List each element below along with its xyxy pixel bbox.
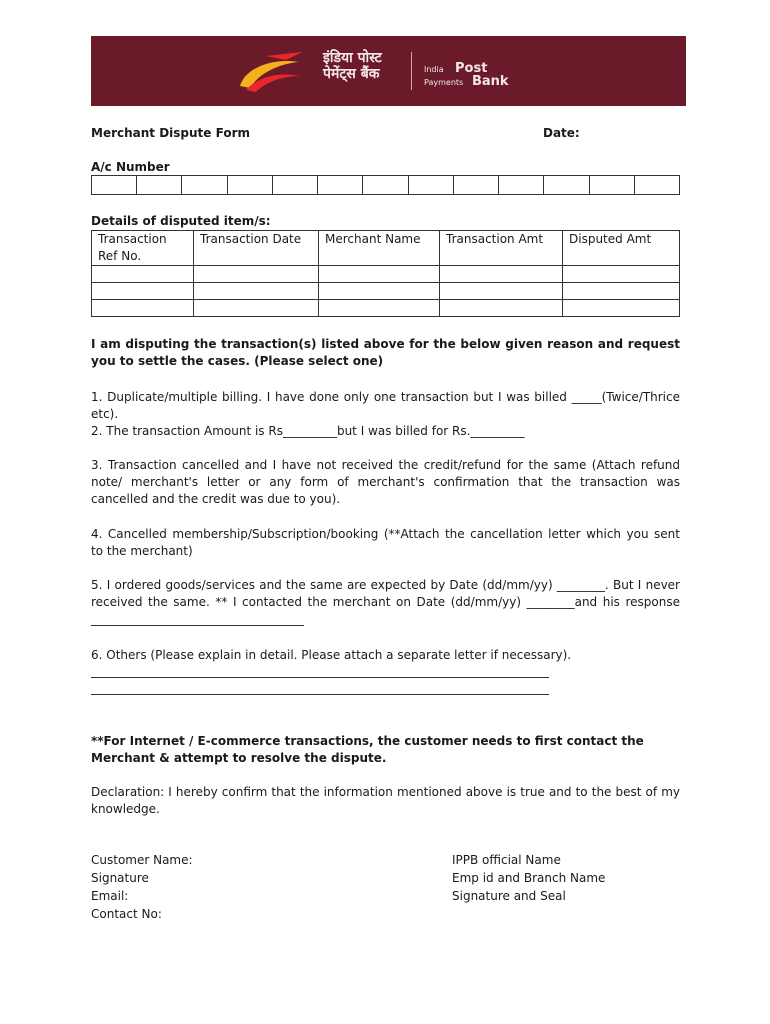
table-cell[interactable] — [194, 283, 319, 300]
ippb-logo-icon — [236, 46, 306, 96]
customer-contact-label: Contact No: — [91, 907, 162, 921]
declaration-text: Declaration: I hereby confirm that the information mentioned above is true and to the best of my knowledge. — [91, 785, 680, 816]
table-row — [92, 283, 680, 300]
table-cell[interactable] — [440, 300, 563, 317]
dispute-intro: I am disputing the transaction(s) listed above for the below given reason and request you to settle the cases. (Please select one) — [91, 337, 680, 368]
reason-5: 5. I ordered goods/services and the same are expected by Date (dd/mm/yy) ________. But I never received the same. ** I contacted the merchant on Date (dd/mm/yy) ________and his response ______ — [91, 578, 680, 626]
account-digit-box[interactable] — [182, 176, 227, 194]
details-label: Details of disputed item/s: — [91, 214, 271, 228]
logo-english-bank: Bank — [472, 74, 509, 89]
table-cell[interactable] — [440, 283, 563, 300]
official-name-label: IPPB official Name — [452, 853, 561, 867]
others-explain-line-1[interactable] — [91, 677, 549, 678]
table-cell[interactable] — [92, 266, 194, 283]
reason-5-response-line[interactable] — [91, 625, 304, 626]
others-explain-line-2[interactable] — [91, 694, 549, 695]
logo-hindi-line2: पेमेंट्स बैंक — [323, 66, 380, 82]
table-cell[interactable] — [563, 266, 680, 283]
account-digit-box[interactable] — [137, 176, 182, 194]
table-header-row — [92, 231, 680, 266]
official-signature-seal-label: Signature and Seal — [452, 889, 566, 903]
account-number-label: A/c Number — [91, 160, 170, 174]
disputed-items-table — [91, 230, 680, 317]
logo-english-india: India — [424, 65, 444, 74]
account-digit-box[interactable] — [590, 176, 635, 194]
customer-email-label: Email: — [91, 889, 129, 903]
logo-hindi-line1: इंडिया पोस्ट — [323, 50, 382, 66]
customer-name-label: Customer Name: — [91, 853, 193, 867]
official-fields — [452, 852, 605, 906]
reason-3: 3. Transaction cancelled and I have not received the credit/refund for the same (Attach refund note/ merchant's letter or any form of merchant's confirmation that the transaction was cancelled and the credit was due to you). — [91, 458, 680, 506]
table-cell[interactable] — [319, 300, 440, 317]
account-digit-box[interactable] — [409, 176, 454, 194]
logo-english-post: Post — [455, 61, 488, 76]
account-digit-box[interactable] — [499, 176, 544, 194]
ecommerce-note: **For Internet / E-commerce transactions, the customer needs to first contact the Merchant & attempt to resolve the dispute. — [91, 734, 644, 765]
reason-2: 2. The transaction Amount is Rs_________but I was billed for Rs._________ — [91, 424, 525, 438]
account-digit-box[interactable] — [318, 176, 363, 194]
column-header: Transaction Date — [194, 231, 319, 266]
logo-divider — [411, 52, 412, 90]
reason-4: 4. Cancelled membership/Subscription/booking (**Attach the cancellation letter which you sent to the merchant) — [91, 527, 680, 558]
customer-fields — [91, 852, 193, 924]
column-header: Disputed Amt — [563, 231, 680, 266]
table-cell[interactable] — [194, 300, 319, 317]
table-cell[interactable] — [563, 283, 680, 300]
official-emp-branch-label: Emp id and Branch Name — [452, 871, 606, 885]
logo-english-payments: Payments — [424, 78, 464, 87]
column-header: Transaction Ref No. — [92, 231, 194, 266]
table-cell[interactable] — [563, 300, 680, 317]
column-header: Merchant Name — [319, 231, 440, 266]
form-title: Merchant Dispute Form — [91, 126, 250, 140]
table-cell[interactable] — [440, 266, 563, 283]
account-digit-box[interactable] — [363, 176, 408, 194]
account-digit-box[interactable] — [454, 176, 499, 194]
table-row — [92, 300, 680, 317]
reason-6: 6. Others (Please explain in detail. Please attach a separate letter if necessary). — [91, 648, 572, 662]
account-digit-box[interactable] — [228, 176, 273, 194]
table-cell[interactable] — [92, 283, 194, 300]
column-header: Transaction Amt — [440, 231, 563, 266]
account-digit-box[interactable] — [273, 176, 318, 194]
logo-hindi-text — [323, 50, 382, 82]
reason-1: 1. Duplicate/multiple billing. I have done only one transaction but I was billed _____(Twice/Thrice etc). — [91, 390, 680, 421]
account-number-boxes[interactable] — [91, 175, 680, 195]
table-row — [92, 266, 680, 283]
table-cell[interactable] — [319, 283, 440, 300]
account-digit-box[interactable] — [635, 176, 679, 194]
table-cell[interactable] — [319, 266, 440, 283]
header-banner — [91, 36, 686, 106]
date-label: Date: — [543, 126, 580, 140]
account-digit-box[interactable] — [544, 176, 589, 194]
table-cell[interactable] — [92, 300, 194, 317]
account-digit-box[interactable] — [92, 176, 137, 194]
customer-signature-label: Signature — [91, 871, 149, 885]
table-cell[interactable] — [194, 266, 319, 283]
